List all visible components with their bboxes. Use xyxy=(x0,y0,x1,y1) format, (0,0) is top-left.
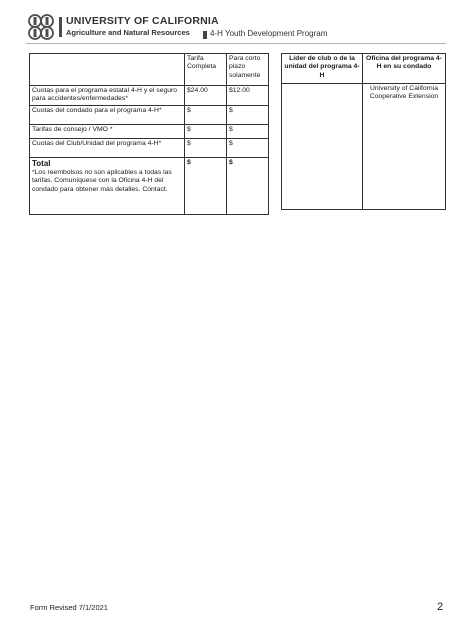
fee-full-value[interactable]: $ xyxy=(185,105,227,124)
org-title: UNIVERSITY OF CALIFORNIA xyxy=(66,15,219,27)
table-row xyxy=(30,86,269,106)
leader-office-table xyxy=(281,53,446,210)
fee-short-value[interactable]: $ xyxy=(227,105,269,124)
4h-clover-logo xyxy=(26,12,56,42)
fee-label: Tarifas de consejo / VMO * xyxy=(30,124,185,138)
program-name: 4-H Youth Development Program xyxy=(210,29,328,38)
fee-short-value[interactable]: $ xyxy=(227,138,269,157)
fee-full-value[interactable]: $ xyxy=(185,138,227,157)
program-divider-bar xyxy=(203,31,207,39)
club-leader-header: Líder de club o de la unidad del programa 4-H xyxy=(282,54,363,84)
fees-header-full: Tarifa Completa xyxy=(185,54,227,86)
total-row xyxy=(30,157,269,214)
total-cell xyxy=(30,157,185,214)
leader-header-row xyxy=(282,54,446,84)
fees-header-empty xyxy=(30,54,185,86)
fee-full-value[interactable]: $ xyxy=(185,124,227,138)
county-office-value: University of California Cooperative Extension xyxy=(363,84,446,210)
fee-short-value[interactable]: $ xyxy=(227,124,269,138)
page-number: 2 xyxy=(437,601,444,613)
fee-label: Cuotas para el programa estatal 4-H y el seguro para accidentes/enfermedades* xyxy=(30,86,185,106)
fees-table xyxy=(29,53,269,215)
fees-header-short: Para corto plazo solamente xyxy=(227,54,269,86)
table-row xyxy=(30,138,269,157)
total-full-value[interactable]: $ xyxy=(185,157,227,214)
fees-header-row xyxy=(30,54,269,86)
fee-label: Cuotas del condado para el programa 4-H* xyxy=(30,105,185,124)
leader-value-row xyxy=(282,84,446,210)
club-leader-value[interactable] xyxy=(282,84,363,210)
fee-short-value[interactable]: $12.00 xyxy=(227,86,269,106)
county-office-header: Oficina del programa 4-H en su condado xyxy=(363,54,446,84)
table-row xyxy=(30,124,269,138)
org-subtitle: Agriculture and Natural Resources xyxy=(66,28,190,37)
fee-full-value[interactable]: $24.00 xyxy=(185,86,227,106)
total-short-value[interactable]: $ xyxy=(227,157,269,214)
fee-label: Cuotas del Club/Unidad del programa 4-H* xyxy=(30,138,185,157)
table-row xyxy=(30,105,269,124)
form-revision: Form Revised 7/1/2021 xyxy=(30,603,108,612)
header-divider-bar xyxy=(59,17,62,37)
header-rule xyxy=(26,43,446,44)
page-header xyxy=(26,12,446,42)
refund-note: *Los reembolsos no son aplicables a todas las tarifas. Comuníquese con la Oficina 4-H del condado para obtener más detalles. Contact. xyxy=(32,168,172,193)
total-title: Total xyxy=(32,158,51,168)
